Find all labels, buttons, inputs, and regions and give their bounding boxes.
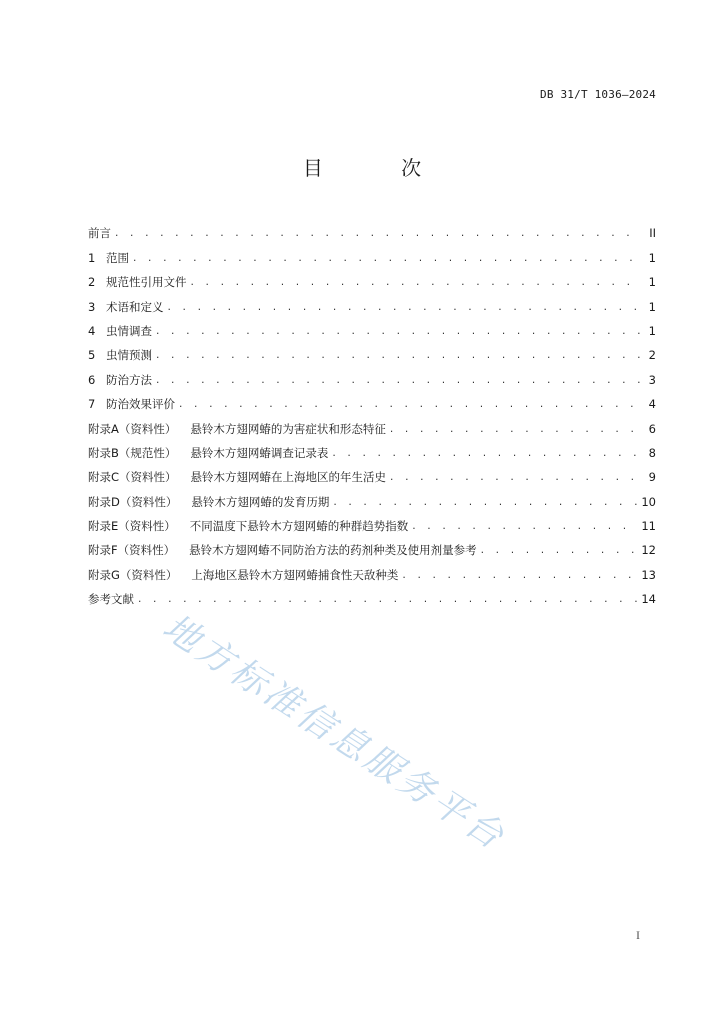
toc-entry[interactable] <box>88 557 656 581</box>
toc-entry-text <box>88 495 329 509</box>
watermark: 地方标准信息服务平台 <box>155 606 514 859</box>
toc-entry-number: 2 <box>88 275 96 290</box>
toc-leader-dots <box>389 424 642 436</box>
toc-entry-title: 前言 <box>88 226 111 241</box>
toc-annex-label: 附录A（资料性） <box>88 421 177 436</box>
toc-annex-label: 附录E（资料性） <box>88 519 176 534</box>
toc-entry-text <box>88 373 152 387</box>
toc-page-number: 2 <box>648 348 656 363</box>
toc-leader-dots <box>114 228 642 240</box>
toc-annex-label: 附录B（规范性） <box>88 445 177 460</box>
toc-page-number: II <box>649 226 656 241</box>
toc-entry-text <box>88 422 386 436</box>
toc-entry-number: 5 <box>88 348 96 363</box>
toc-page-number: 8 <box>648 445 656 460</box>
toc-entry-title: 防治效果评价 <box>106 397 175 412</box>
toc-entry[interactable] <box>88 460 656 484</box>
toc-leader-dots <box>155 326 642 338</box>
page-number: I <box>636 928 640 942</box>
toc-page-number: 11 <box>641 519 656 534</box>
toc-entry[interactable] <box>88 582 656 606</box>
toc-entry-title: 不同温度下悬铃木方翅网蝽的种群趋势指数 <box>189 519 409 534</box>
toc-title: 目 次 <box>302 156 458 180</box>
toc-entry[interactable] <box>88 216 656 240</box>
toc-leader-dots <box>331 448 642 460</box>
toc-entry-text <box>88 226 111 240</box>
toc-entry[interactable] <box>88 436 656 460</box>
toc-page-number: 1 <box>648 275 656 290</box>
toc-entry-text <box>88 348 152 362</box>
toc-annex-label: 附录F（资料性） <box>88 543 176 558</box>
toc-entry-title: 悬铃木方翅网蝽在上海地区的年生活史 <box>190 470 387 485</box>
toc-entry[interactable] <box>88 387 656 411</box>
toc-entry[interactable] <box>88 411 656 435</box>
toc-page-number: 10 <box>641 494 656 509</box>
toc-leader-dots <box>178 399 642 411</box>
toc-leader-dots <box>401 570 637 582</box>
toc-entry[interactable] <box>88 314 656 338</box>
toc-entry-title: 参考文献 <box>88 592 134 607</box>
toc-entry[interactable] <box>88 484 656 508</box>
toc-leader-dots <box>137 594 637 606</box>
toc-entry-number: 1 <box>88 250 96 265</box>
toc-annex-label: 附录D（资料性） <box>88 494 178 509</box>
toc-page-number: 9 <box>648 470 656 485</box>
toc-leader-dots <box>190 277 643 289</box>
toc-entry[interactable] <box>88 509 656 533</box>
toc-entry-title: 术语和定义 <box>106 299 164 314</box>
toc-leader-dots <box>389 472 642 484</box>
toc-leader-dots <box>132 253 642 265</box>
toc-leader-dots <box>155 350 642 362</box>
toc-entry-text <box>88 446 328 460</box>
toc-page-number: 4 <box>648 397 656 412</box>
toc-page-number: 1 <box>648 250 656 265</box>
toc-entry-title: 虫情调查 <box>106 323 152 338</box>
toc-entry-title: 悬铃木方翅网蝽不同防治方法的药剂种类及使用剂量参考 <box>189 543 477 558</box>
toc-page-number: 1 <box>648 323 656 338</box>
toc-entry-text <box>88 568 398 582</box>
toc-entry[interactable] <box>88 240 656 264</box>
toc-entry-text <box>88 592 134 606</box>
toc-leader-dots <box>155 375 642 387</box>
toc-entry-title: 规范性引用文件 <box>106 275 187 290</box>
toc-entry-title: 范围 <box>106 250 129 265</box>
toc-entry[interactable] <box>88 362 656 386</box>
toc-annex-label: 附录G（资料性） <box>88 567 178 582</box>
toc-entry-text <box>88 300 164 314</box>
toc-entry-text <box>88 324 152 338</box>
toc-entry[interactable] <box>88 289 656 313</box>
toc-entry-title: 悬铃木方翅网蝽调查记录表 <box>190 445 329 460</box>
toc-page-number: 1 <box>648 299 656 314</box>
toc-entry-text <box>88 397 175 411</box>
toc-leader-dots <box>167 302 643 314</box>
toc-entry[interactable] <box>88 533 656 557</box>
toc-entry-number: 6 <box>88 372 96 387</box>
toc-leader-dots <box>411 521 637 533</box>
toc-entry-number: 3 <box>88 299 96 314</box>
toc-entry-text <box>88 519 408 533</box>
toc-entry-title: 上海地区悬铃木方翅网蝽捕食性天敌种类 <box>191 567 399 582</box>
toc-entry-text <box>88 543 477 557</box>
toc-entry-title: 悬铃木方翅网蝽的为害症状和形态特征 <box>190 421 386 436</box>
toc-page-number: 12 <box>641 543 656 558</box>
toc-annex-label: 附录C（资料性） <box>88 470 177 485</box>
doc-code: DB 31/T 1036—2024 <box>540 88 656 101</box>
toc-entry-title: 虫情预测 <box>106 348 152 363</box>
toc-page-number: 6 <box>648 421 656 436</box>
toc-entry-title: 悬铃木方翅网蝽的发育历期 <box>191 494 330 509</box>
toc-page-number: 14 <box>641 592 656 607</box>
toc-entry[interactable] <box>88 265 656 289</box>
toc-entry-text <box>88 275 187 289</box>
toc-page-number: 13 <box>641 567 656 582</box>
toc-entry-text <box>88 470 386 484</box>
toc-list <box>88 216 656 606</box>
toc-leader-dots <box>480 545 638 557</box>
toc-page-number: 3 <box>648 372 656 387</box>
toc-entry-number: 7 <box>88 397 96 412</box>
toc-entry-text <box>88 251 129 265</box>
toc-entry[interactable] <box>88 338 656 362</box>
toc-leader-dots <box>332 497 637 509</box>
toc-entry-number: 4 <box>88 323 96 338</box>
toc-entry-title: 防治方法 <box>106 372 152 387</box>
